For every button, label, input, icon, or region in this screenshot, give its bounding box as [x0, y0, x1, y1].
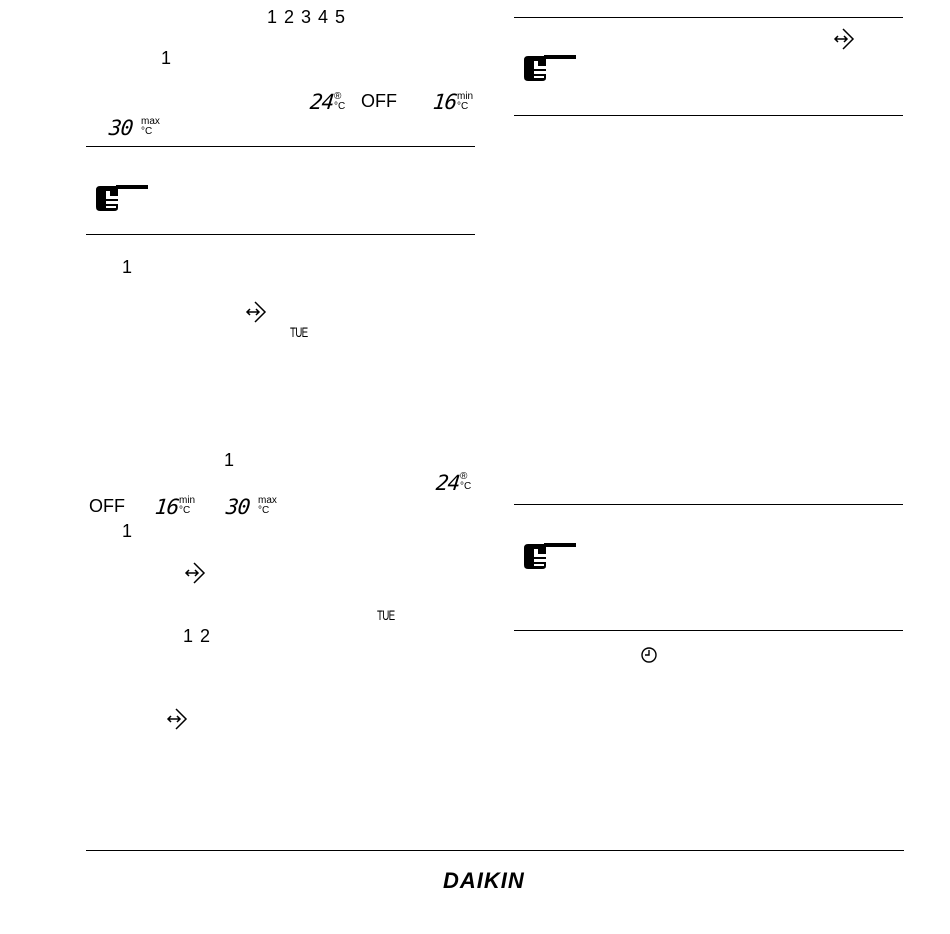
celsius-unit: °C	[460, 481, 472, 492]
operation-icon: ®	[460, 471, 468, 482]
celsius-unit: °C	[179, 505, 191, 516]
off-label: OFF	[89, 496, 125, 516]
day-tue: TUE	[290, 324, 308, 340]
pointing-hand-icon	[92, 182, 150, 212]
lcd-temp-24: 24	[434, 471, 461, 495]
step-number: 1	[122, 257, 133, 277]
lcd-temp-16: 16	[431, 90, 458, 114]
enter-button-icon	[165, 708, 189, 732]
step-numbers: 1 2	[183, 626, 212, 646]
step-number: 1	[161, 48, 172, 68]
divider	[514, 504, 903, 505]
day-tue: TUE	[377, 607, 395, 623]
enter-button-icon	[244, 301, 268, 325]
lcd-temp-16: 16	[153, 495, 180, 519]
pointing-hand-icon	[520, 540, 578, 570]
divider	[514, 17, 903, 18]
max-label: max	[258, 495, 277, 506]
clock-icon	[640, 646, 658, 664]
celsius-unit: °C	[258, 505, 270, 516]
lcd-temp-30: 30	[224, 495, 251, 519]
celsius-unit: °C	[457, 101, 469, 112]
pointing-hand-icon	[520, 52, 578, 82]
lcd-temp-30: 30	[107, 116, 134, 140]
divider	[86, 146, 475, 147]
footer-divider	[86, 850, 904, 851]
lcd-temp-24: 24	[308, 90, 335, 114]
divider	[514, 115, 903, 116]
step-number: 1	[224, 450, 235, 470]
operation-icon: ®	[334, 91, 342, 102]
daikin-logo: DAIKIN	[443, 868, 525, 893]
enter-button-icon	[832, 28, 856, 52]
step-number: 1	[122, 521, 133, 541]
divider	[514, 630, 903, 631]
min-label: min	[457, 91, 474, 102]
off-label: OFF	[361, 91, 397, 111]
divider	[86, 234, 475, 235]
celsius-unit: °C	[141, 126, 153, 137]
max-label: max	[141, 116, 160, 127]
celsius-unit: °C	[334, 101, 346, 112]
enter-button-icon	[183, 562, 207, 586]
min-label: min	[179, 495, 196, 506]
step-numbers: 1 2 3 4 5	[267, 7, 347, 27]
